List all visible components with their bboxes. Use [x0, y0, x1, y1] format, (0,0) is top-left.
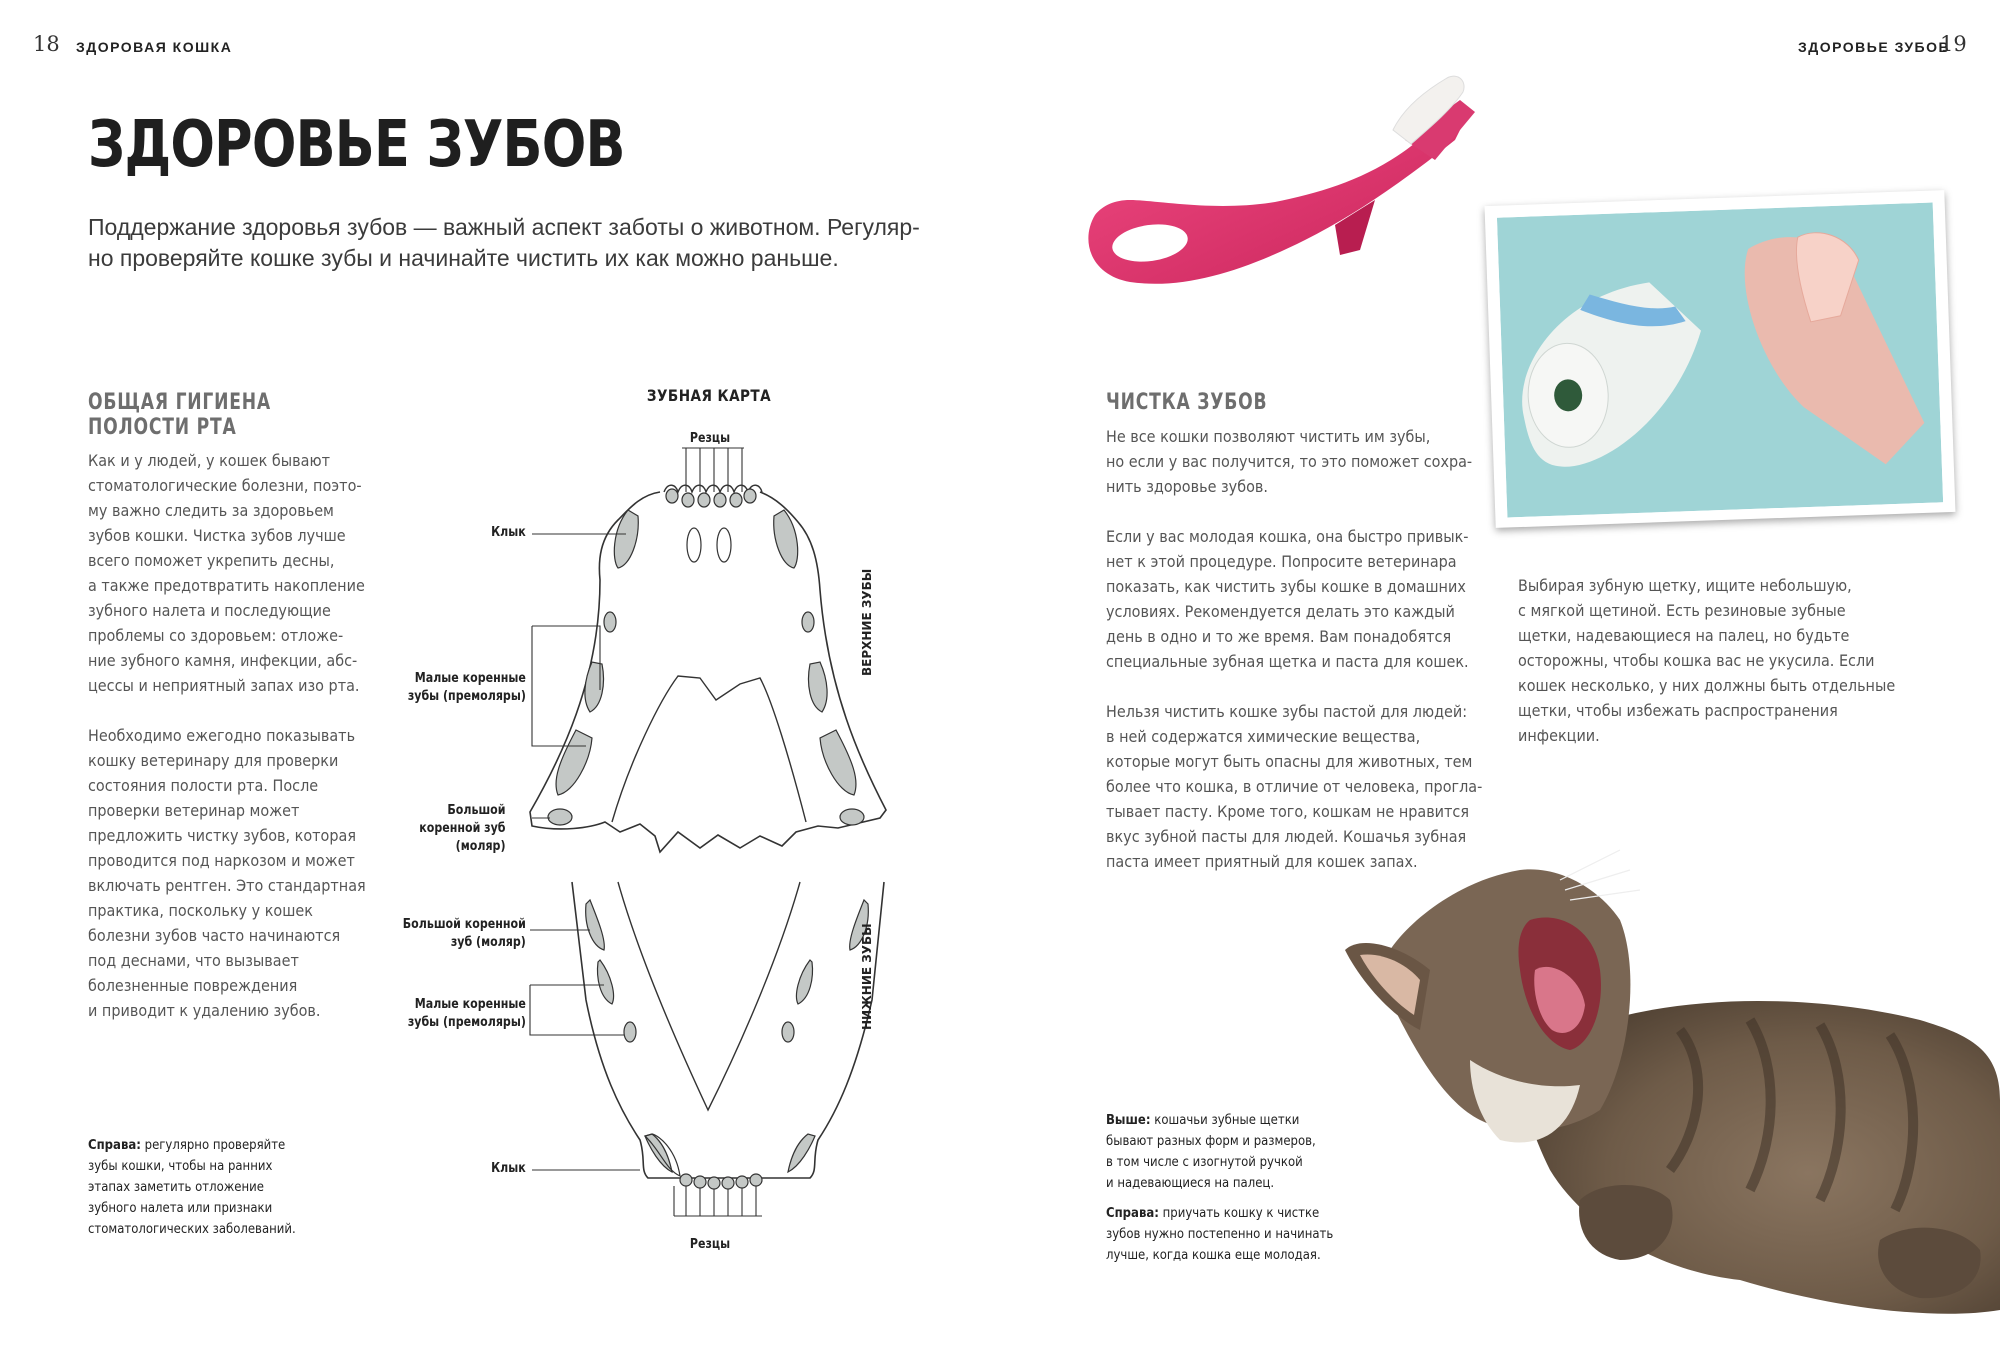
caption-line: в том числе с изогнутой ручкой	[1106, 1155, 1303, 1170]
upper-molar-right	[840, 809, 864, 825]
label-lower-canine: Клык	[491, 1161, 526, 1176]
pink-toothbrush-image	[1075, 60, 1535, 330]
upper-molar-premolar-left	[556, 730, 592, 795]
text-line: осторожны, чтобы кошка вас не укусила. Если	[1518, 651, 1875, 670]
text-line: но если у вас получится, то это поможет сохра-	[1106, 452, 1473, 471]
caption-line: приучать кошку к чистке	[1158, 1206, 1320, 1221]
left-page-number: 18	[33, 32, 60, 56]
text-line: зубного налета и последующие	[88, 601, 331, 620]
text-line: тывает пасту. Кроме того, кошкам не нравится	[1106, 802, 1470, 821]
lower-incisor	[750, 1174, 762, 1186]
text-line: Как и у людей, у кошек бывают	[88, 451, 331, 470]
heading-line: ПОЛОСТИ РТА	[88, 415, 237, 440]
upper-incisor	[698, 493, 710, 507]
text-line: условиях. Рекомендуется делать это каждый	[1106, 602, 1455, 621]
text-line: предложить чистку зубов, которая	[88, 826, 356, 845]
lower-incisor	[680, 1174, 692, 1186]
text-line: нет к этой процедуре. Попросите ветеринара	[1106, 552, 1457, 571]
caption-line: зубов нужно постепенно и начинать	[1106, 1227, 1334, 1242]
cleaning-paragraph-2	[1106, 524, 1469, 674]
text-line: инфекции.	[1518, 726, 1600, 745]
text-line: кошку ветеринару для проверки	[88, 751, 339, 770]
lower-incisor	[722, 1177, 734, 1189]
lead-line: Поддержание здоровья зубов — важный аспект заботы о животном. Регуляр-	[88, 214, 920, 240]
caption-line: этапах заметить отложение	[88, 1180, 264, 1195]
text-line: специальные зубная щетка и паста для кошек.	[1106, 652, 1469, 671]
text-line: зубов кошки. Чистка зубов лучше	[88, 526, 346, 545]
lower-premolar-small	[782, 1022, 794, 1042]
label-line: коренной зуб	[419, 821, 506, 836]
hygiene-paragraph-1	[88, 448, 365, 698]
left-running-head: ЗДОРОВАЯ КОШКА	[76, 39, 233, 55]
text-line: нить здоровье зубов.	[1106, 477, 1268, 496]
caption-line: стоматологических заболеваний.	[88, 1222, 296, 1237]
text-line: под деснами, что вызывает	[88, 951, 299, 970]
finger-brush-photo-frame	[1485, 190, 1956, 528]
lead-paragraph	[88, 212, 920, 274]
label-line: (моляр)	[456, 839, 506, 854]
upper-canine-left	[614, 510, 638, 568]
upper-jaw-outline	[530, 492, 886, 852]
palate-outline	[612, 676, 806, 822]
dental-chart-title: ЗУБНАЯ КАРТА	[646, 386, 772, 405]
upper-premolar-small	[802, 612, 814, 632]
text-line: всего поможет укрепить десны,	[88, 551, 335, 570]
caption-lead: Выше:	[1106, 1113, 1151, 1128]
caption-line: зубы кошки, чтобы на ранних	[88, 1159, 273, 1174]
caption-line: зубного налета или признаки	[88, 1201, 273, 1216]
finger-brush-photo	[1497, 202, 1943, 517]
right-running-head: ЗДОРОВЬЕ ЗУБОВ	[1798, 39, 1951, 55]
text-line: стоматологические болезни, поэто-	[88, 476, 362, 495]
hygiene-heading	[88, 390, 271, 440]
caption-line: и надевающиеся на палец.	[1106, 1176, 1275, 1191]
text-line: проводится под наркозом и может	[88, 851, 355, 870]
label-upper-premolars	[408, 670, 526, 706]
upper-canine-right	[774, 510, 798, 568]
text-line: более что кошка, в отличие от человека, прогла-	[1106, 777, 1483, 796]
text-line: день в одно и то же время. Вам понадобятся	[1106, 627, 1452, 646]
label-upper-molar	[420, 802, 506, 856]
text-line: Выбирая зубную щетку, ищите небольшую,	[1518, 576, 1852, 595]
text-line: которые могут быть опасны для животных, тем	[1106, 752, 1473, 771]
label-line: зуб (моляр)	[450, 935, 526, 950]
heading-line: ОБЩАЯ ГИГИЕНА	[88, 390, 271, 415]
cleaning-heading: ЧИСТКА ЗУБОВ	[1106, 390, 1268, 415]
label-upper-canine: Клык	[491, 525, 526, 540]
label-upper-incisors: Резцы	[689, 431, 731, 446]
caption-line: кошачьи зубные щетки	[1150, 1113, 1300, 1128]
text-line: Если у вас молодая кошка, она быстро привык-	[1106, 527, 1469, 546]
text-line: состояния полости рта. После	[88, 776, 319, 795]
label-line: зубы (премоляры)	[407, 689, 526, 704]
text-line: болезни зубов часто начинаются	[88, 926, 341, 945]
leader-line	[532, 626, 586, 746]
hygiene-caption	[88, 1135, 296, 1240]
hygiene-paragraph-2	[88, 723, 366, 1023]
yawning-cat-photo	[1320, 840, 2000, 1340]
lower-jaw-inner	[618, 882, 800, 1110]
text-line: болезненные повреждения	[88, 976, 298, 995]
label-line: Малые коренные	[414, 671, 526, 686]
lead-line: но проверяйте кошке зубы и начинайте чистить их как можно раньше.	[88, 245, 839, 271]
lower-premolar-small	[624, 1022, 636, 1042]
caption-line: лучше, когда кошка еще молодая.	[1106, 1248, 1321, 1263]
incisive-foramen	[687, 528, 701, 562]
text-line: Не все кошки позволяют чистить им зубы,	[1106, 427, 1431, 446]
text-line: в ней содержатся химические вещества,	[1106, 727, 1421, 746]
text-line: Необходимо ежегодно показывать	[88, 726, 356, 745]
page-title: ЗДОРОВЬЕ ЗУБОВ	[88, 108, 625, 182]
upper-incisor	[682, 493, 694, 507]
lower-incisor	[736, 1176, 748, 1188]
text-line: проверки ветеринар может	[88, 801, 300, 820]
text-line: Нельзя чистить кошке зубы пастой для людей:	[1106, 702, 1468, 721]
text-line: с мягкой щетиной. Есть резиновые зубные	[1518, 601, 1846, 620]
text-line: практика, поскольку у кошек	[88, 901, 313, 920]
label-lower-molar	[403, 916, 526, 952]
text-line: паста имеет приятный для кошек запах.	[1106, 852, 1418, 871]
text-line: кошек несколько, у них должны быть отдельные	[1518, 676, 1896, 695]
upper-incisor	[666, 489, 678, 503]
label-upper-teeth-side: ВЕРХНИЕ ЗУБЫ	[860, 568, 874, 676]
label-lower-incisors: Резцы	[689, 1237, 731, 1252]
upper-incisor	[744, 489, 756, 503]
lower-incisor	[694, 1176, 706, 1188]
upper-premolar-right	[809, 662, 828, 712]
text-line: ние зубного камня, инфекции, абс-	[88, 651, 358, 670]
text-line: вкус зубной пасты для людей. Кошачья зубная	[1106, 827, 1467, 846]
text-line: включать рентген. Это стандартная	[88, 876, 366, 895]
text-line: показать, как чистить зубы кошке в домашних	[1106, 577, 1466, 596]
label-line: Большой коренной	[402, 917, 526, 932]
lower-premolar-left	[598, 960, 614, 1004]
upper-incisor	[730, 493, 742, 507]
text-line: щетки, надевающиеся на палец, но будьте	[1518, 626, 1850, 645]
upper-incisor	[714, 493, 726, 507]
label-line: Большой	[447, 803, 506, 818]
text-line: и приводит к удалению зубов.	[88, 1001, 321, 1020]
caption-line: регулярно проверяйте	[140, 1138, 286, 1153]
text-line: му важно следить за здоровьем	[88, 501, 334, 520]
text-line: проблемы со здоровьем: отложе-	[88, 626, 344, 645]
lower-molar-left	[586, 900, 605, 950]
text-line: а также предотвратить накопление	[88, 576, 365, 595]
cleaning-caption-above	[1106, 1110, 1316, 1194]
upper-molar-left	[548, 809, 572, 825]
label-lower-premolars	[408, 996, 526, 1032]
lower-premolar-right	[797, 960, 813, 1004]
cleaning-paragraph-4	[1518, 573, 1895, 748]
right-page-number: 19	[1940, 32, 1967, 56]
incisive-foramen	[717, 528, 731, 562]
upper-molar-premolar-right	[820, 730, 856, 795]
text-line: щетки, чтобы избежать распространения	[1518, 701, 1838, 720]
caption-lead: Справа:	[88, 1138, 141, 1153]
label-lower-teeth-side: НИЖНИЕ ЗУБЫ	[860, 923, 874, 1030]
cleaning-paragraph-1	[1106, 424, 1472, 499]
caption-line: бывают разных форм и размеров,	[1106, 1134, 1316, 1149]
label-line: зубы (премоляры)	[407, 1015, 526, 1030]
cleaning-caption-right	[1106, 1203, 1333, 1266]
caption-lead: Справа:	[1106, 1206, 1159, 1221]
lower-jaw-outline	[572, 882, 884, 1178]
upper-premolar-small	[604, 612, 616, 632]
upper-premolar-left	[585, 662, 604, 712]
lower-incisor	[708, 1177, 720, 1189]
label-line: Малые коренные	[414, 997, 526, 1012]
lower-canine-right	[788, 1134, 815, 1172]
text-line: цессы и неприятный запах изо рта.	[88, 676, 360, 695]
